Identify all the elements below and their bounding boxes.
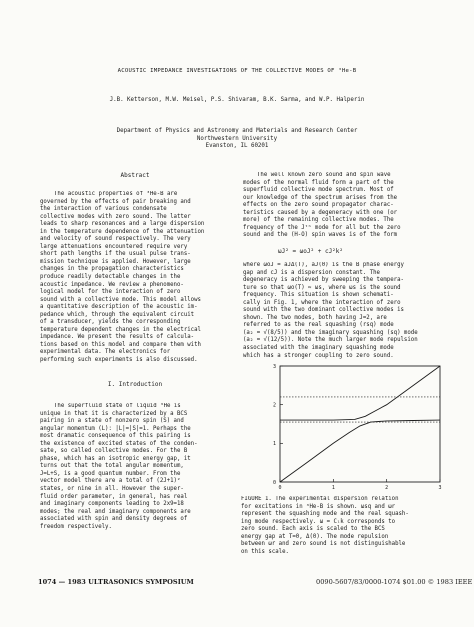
- introduction-heading: I. Introduction: [107, 381, 163, 388]
- intro-line: phase, which has an isotropic energy gap, it: [40, 455, 191, 462]
- body-line: The well known zero sound and spin wave: [257, 172, 391, 178]
- affiliation-line: Department of Physics and Astronomy and Materials and Research Center: [116, 128, 358, 134]
- caption-line: zero sound. Each axis is scaled to the BCS: [241, 526, 385, 533]
- abstract-line: produce readily detectable changes in the: [40, 274, 181, 281]
- intro-line: turns out that the total angular momentum,: [40, 463, 184, 470]
- intro-line: pairing in a state of nonzero spin (S) and: [40, 418, 184, 425]
- abstract-line: of a transducer, yields the corresponding: [40, 319, 181, 326]
- caption-line: represent the squashing mode and the real squash-: [241, 511, 409, 518]
- abstract-line: the interaction of various condensate: [40, 206, 167, 213]
- intro-line: states, or nine in all. However the super-: [40, 486, 184, 493]
- abstract-line: changes in the propagation characteristics: [40, 266, 184, 273]
- body-line: superfluid collective mode spectrum. Most of: [243, 187, 394, 194]
- body-line: which has a stronger coupling to zero sound.: [243, 352, 394, 359]
- dispersion-curve: [280, 420, 440, 482]
- dispersion-figure: [256, 358, 452, 496]
- intro-line: J=L+S, is a good quantum number. From the: [40, 470, 181, 477]
- y-tick-label: 3: [272, 363, 276, 370]
- body-line: sound with the two dominant collective modes is: [243, 307, 404, 314]
- footer-symposium: 1074 — 1983 ULTRASONICS SYMPOSIUM: [38, 578, 194, 586]
- abstract-line: sound with a collective mode. This model allows: [40, 296, 201, 303]
- abstract-line: leads to sharp resonances and a large dispersion: [40, 221, 205, 228]
- abstract-line: performing such experiments is also discussed.: [40, 357, 198, 364]
- footer-copyright: 0090-5607/83/0000-1074 $01.00 © 1983 IEEE: [316, 578, 473, 586]
- abstract-line: pedance which, through the equivalent circuit: [40, 311, 195, 318]
- abstract-line: governed by the effects of pair breaking and: [40, 198, 191, 205]
- intro-line: the existence of excited states of the conden-: [40, 440, 198, 447]
- introduction-body: [40, 403, 236, 531]
- abstract-line: and velocity of sound respectively. The very: [40, 236, 191, 243]
- body-line: ture so that ωo(T) ≈ ωs, where ωs is the sound: [243, 284, 401, 291]
- intro-line: and imaginary components leading to 2x9=18: [40, 501, 184, 508]
- caption-line: for excitations in ³He-B is shown. ωsq and ωr: [241, 503, 396, 510]
- intro-line: sate, so called collective modes. For the B: [40, 448, 188, 455]
- body-line: associated with the imaginary squashing mode: [243, 345, 394, 352]
- abstract-line: impedance. We present the results of calcula-: [40, 334, 195, 341]
- body-line: our knowledge of the spectrum arises from the: [243, 194, 398, 201]
- abstract-line: tions based on this model and compare them with: [40, 341, 201, 348]
- intro-line: The superfluid state of liquid ³He is: [54, 403, 181, 409]
- intro-line: freedom respectively.: [40, 523, 112, 530]
- abstract-heading: Abstract: [120, 172, 150, 179]
- right-column-paragraph-2: [243, 262, 443, 360]
- intro-line: unique in that it is characterized by a BCS: [40, 410, 188, 417]
- affiliation-block: [0, 128, 474, 151]
- abstract-line: collective modes with zero sound. The latter: [40, 213, 191, 220]
- dispersion-curve: [280, 366, 440, 420]
- body-line: gap and cJ is a dispersion constant. The: [243, 269, 380, 276]
- author-list: J.B. Ketterson, M.W. Meisel, P.S. Shivaram, B.K. Sarma, and W.P. Halperin: [109, 97, 365, 103]
- abstract-line: a quantitative description of the acoustic im-: [40, 304, 198, 311]
- caption-line: FIGURE 1. The experimental dispersion relation: [241, 496, 399, 502]
- abstract-line: short path lengths if the usual pulse trans-: [40, 251, 191, 258]
- y-tick-label: 2: [272, 402, 276, 409]
- figure-caption: [241, 496, 451, 556]
- intro-line: vector model there are a total of (2J+1)²: [40, 478, 181, 485]
- body-line: frequency. This situation is shown schemati-: [243, 292, 394, 299]
- caption-line: ing mode respectively. ω = Cₗk corresponds to: [241, 518, 396, 525]
- body-line: teristics caused by a degeneracy with one (or: [243, 209, 398, 216]
- abstract-body: [40, 191, 236, 365]
- affiliation-line: Evanston, IL 60201: [205, 143, 269, 150]
- intro-line: associated with spin and density degrees of: [40, 516, 188, 523]
- x-tick-label: 3: [438, 485, 442, 491]
- abstract-line: acoustic impedance. We review a phenomeno-: [40, 281, 184, 288]
- body-line: effects on the zero sound propagator charac-: [243, 202, 394, 209]
- body-line: frequency of the Jᵗʰ mode for all but the zero: [243, 224, 401, 231]
- abstract-line: in the temperature dependence of the attenuation: [40, 228, 205, 235]
- abstract-line: temperature dependent changes in the electrical: [40, 326, 201, 333]
- abstract-line: The acoustic properties of ³He-B are: [54, 191, 178, 197]
- body-line: degeneracy is achieved by sweeping the tempera-: [243, 277, 404, 284]
- intro-line: angular momentum (L): |L|=|S|=1. Perhaps the: [40, 425, 191, 432]
- body-line: referred to as the real squashing (rsq) mode: [243, 322, 394, 329]
- paper-title: ACOUSTIC IMPEDANCE INVESTIGATIONS OF THE COLLECTIVE MODES OF ³He-B: [117, 68, 357, 74]
- intro-line: most dramatic consequence of this pairing is: [40, 433, 191, 440]
- body-line: cally in Fig. 1, where the interaction of zero: [243, 299, 401, 306]
- x-tick-label: 2: [385, 485, 389, 491]
- abstract-line: large attenuations encountered require very: [40, 243, 188, 250]
- body-line: where ωoJ = aJΔ(T), aJ(0) is the B phase energy: [243, 262, 404, 268]
- body-line: (a₂ = √(12/5)). Note the much larger mode repulsion: [243, 337, 418, 344]
- intro-line: modes; the real and imaginary components are: [40, 508, 191, 515]
- body-line: shown. The two modes, both having J=2, are: [243, 314, 387, 321]
- intro-line: fluid order parameter, in general, has real: [40, 493, 188, 500]
- right-column-paragraph: [243, 172, 443, 240]
- x-tick-label: 0: [278, 485, 282, 491]
- y-tick-label: 1: [272, 441, 276, 448]
- body-line: (a₂ = √(8/5)) and the imaginary squashing (sq) mode: [243, 329, 418, 336]
- x-tick-label: 1: [331, 485, 335, 491]
- affiliation-line: Northwestern University: [196, 135, 278, 142]
- caption-line: on this scale.: [241, 548, 289, 555]
- abstract-line: logical model for the interaction of zero: [40, 289, 181, 296]
- caption-line: between ωr and zero sound is not distinguishable: [241, 541, 406, 548]
- abstract-line: experimental data. The electronics for: [40, 349, 171, 356]
- abstract-line: mission technique is applied. However, large: [40, 258, 191, 265]
- caption-line: energy gap at T=0, Δ(0). The mode repulsion: [241, 533, 389, 540]
- body-line: more) of the remaining collective modes. The: [243, 217, 394, 224]
- dispersion-equation: ωJ² = ωoJ² + cJ²k²: [278, 248, 344, 255]
- y-tick-label: 0: [272, 479, 276, 486]
- body-line: sound and the (H-O) spin waves is of the form: [243, 232, 398, 239]
- body-line: modes of the normal fluid form a part of the: [243, 179, 394, 186]
